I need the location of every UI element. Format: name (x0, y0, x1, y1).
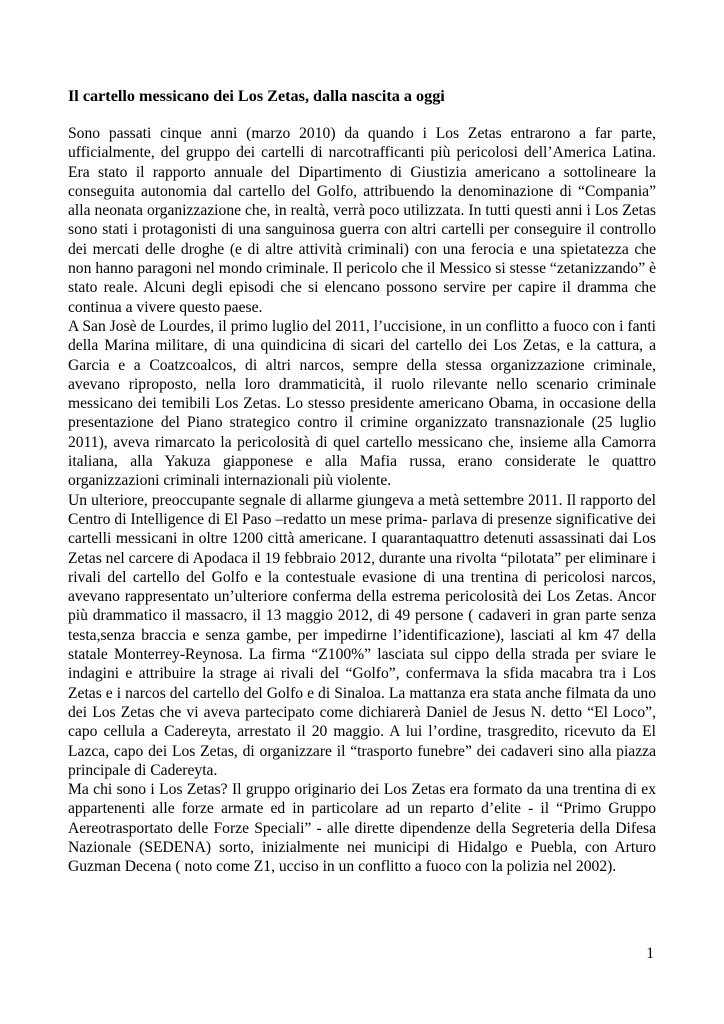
paragraph-san-jose: A San Josè de Lourdes, il primo luglio del 2011, l’uccisione, in un conflitto a fuoco con i fanti della Marina militare, di una quindicina di sicari del cartello dei Los Zetas, e la cattura, a Garcia e a Coatzcoalcos, di altri narcos, sempre della stessa organizzazione criminale, avevano riproposto, nella loro drammaticità, il ruolo rilevante nello scenario criminale messicano dei temibili Los Zetas. Lo stesso presidente americano Obama, in occasione della presentazione del Piano strategico contro il crimine organizzato transnazionale (25 luglio 2011), aveva rimarcato la pericolosità di quel cartello messicano che, insieme alla Camorra italiana, alla Yakuza giapponese e alla Mafia russa, erano considerate le quattro organizzazioni criminali internazionali più violente. (68, 317, 656, 490)
paragraph-origini: Ma chi sono i Los Zetas? Il gruppo originario dei Los Zetas era formato da una trentina di ex appartenenti alle forze armate ed in particolare ad un reparto d’elite - il “Primo Gruppo Aereotrasportato delle Forze Speciali” - alle dirette dipendenze della Segreteria della Difesa Nazionale (SEDENA) sorto, inizialmente nei municipi di Hidalgo e Puebla, con Arturo Guzman Decena ( noto come Z1, ucciso in un conflitto a fuoco con la polizia nel 2002). (68, 781, 656, 876)
document-title: Il cartello messicano dei Los Zetas, dalla nascita a oggi (68, 87, 445, 105)
page-number: 1 (646, 945, 654, 962)
document-body (68, 124, 656, 877)
paragraph-intro: Sono passati cinque anni (marzo 2010) da quando i Los Zetas entrarono a far parte, ufficialmente, del gruppo dei cartelli di narcotrafficanti più pericolosi dell’America Latina. Era stato il rapporto annuale del Dipartimento di Giustizia americano a sottolineare la conseguita autonomia dal cartello del Golfo, attribuendo la denominazione di “Compania” alla neonata organizzazione che, in realtà, verrà poco utilizzata. In tutti questi anni i Los Zetas sono stati i protagonisti di una sanguinosa guerra con altri cartelli per conseguire il controllo dei mercati delle droghe (e di altre attività criminali) con una ferocia e una spietatezza che non hanno paragoni nel mondo criminale. Il pericolo che il Messico si stesse “zetanizzando” è stato reale. Alcuni degli episodi che si elencano possono servire per capire il dramma che continua a vivere questo paese. (68, 125, 656, 316)
paragraph-allarme: Un ulteriore, preoccupante segnale di allarme giungeva a metà settembre 2011. Il rapporto del Centro di Intelligence di El Paso –redatto un mese prima- parlava di presenze significative dei cartelli messicani in oltre 1200 città americane. I quarantaquattro detenuti assassinati dai Los Zetas nel carcere di Apodaca il 19 febbraio 2012, durante una rivolta “pilotata” per eliminare i rivali del cartello del Golfo e la contestuale evasione di una trentina di pericolosi narcos, avevano rappresentato un’ulteriore conferma della estrema pericolosità dei Los Zetas. Ancor più drammatico il massacro, il 13 maggio 2012, di 49 persone ( cadaveri in gran parte senza testa,senza braccia e senza gambe, per impedirne l’identificazione), lasciati al km 47 della statale Monterrey-Reynosa. La firma “Z100%” lasciata sul cippo della strada per sviare le indagini e attribuire la strage ai rivali del “Golfo”, confermava la sfida macabra tra i Los Zetas e i narcos del cartello del Golfo e di Sinaloa. La mattanza era stata anche filmata da uno dei Los Zetas che vi aveva partecipato come dichiarerà Daniel de Jesus N. detto “El Loco”, capo cellula a Cadereyta, arrestato il 20 maggio. A lui l’ordine, trasgredito, ricevuto da El Lazca, capo dei Los Zetas, di organizzare il “trasporto funebre” dei cadaveri sino alla piazza principale di Cadereyta. (68, 491, 656, 779)
